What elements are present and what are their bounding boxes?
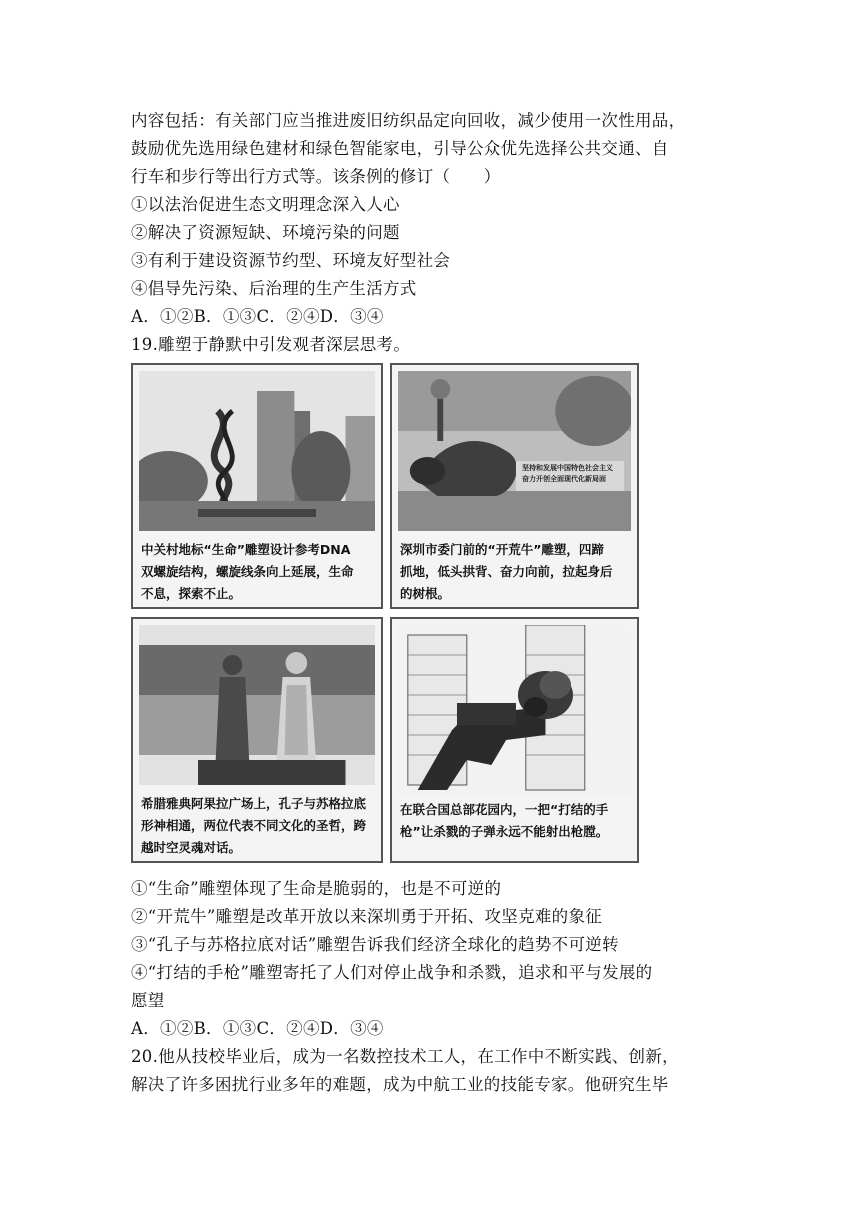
text-line: 内容包括：有关部门应当推进废旧纺织品定向回收，减少使用一次性用品， <box>131 111 686 130</box>
answer-choices: A．①②B．①③C．②④D．③④ <box>131 1019 384 1038</box>
text-line: 鼓励优先选用绿色建材和绿色智能家电，引导公众优先选择公共交通、自 <box>131 139 669 158</box>
caption-line: 希腊雅典阿果拉广场上，孔子与苏格拉底 <box>141 796 367 811</box>
option-1: ①以法治促进生态文明理念深入人心 <box>131 195 400 214</box>
question-18-text <box>131 107 731 359</box>
caption-line: 抓地，低头拱背、奋力向前，拉起身后 <box>400 564 613 579</box>
question-19-stem: 19.雕塑于静默中引发观者深层思考。 <box>131 335 411 354</box>
text-line: 行车和步行等出行方式等。该条例的修订（ ） <box>131 167 501 186</box>
sign-line: 坚持和发展中国特色社会主义 <box>522 464 613 472</box>
life-sculpture-caption <box>141 539 375 605</box>
panel-knotted-gun <box>390 617 639 863</box>
answer-choices: A．①②B．①③C．②④D．③④ <box>131 307 384 326</box>
pioneer-ox-photo <box>398 371 631 531</box>
caption-line: 不息，探索不止。 <box>141 586 242 601</box>
caption-line: 越时空灵魂对话。 <box>141 840 242 855</box>
pioneer-ox-caption <box>400 539 631 605</box>
caption-line: 在联合国总部花园内，一把“打结的手 <box>400 802 609 817</box>
option-2: ②“开荒牛”雕塑是改革开放以来深圳勇于开拓、攻坚克难的象征 <box>131 907 603 926</box>
question-19-options <box>131 875 731 1099</box>
option-4: ④倡导先污染、后治理的生产生活方式 <box>131 279 417 298</box>
panel-life-sculpture <box>131 363 383 609</box>
sculpture-image-grid <box>131 363 639 863</box>
option-3: ③“孔子与苏格拉底对话”雕塑告诉我们经济全球化的趋势不可逆转 <box>131 935 619 954</box>
life-sculpture-photo <box>139 371 375 531</box>
caption-line: 中关村地标“生命”雕塑设计参考DNA <box>141 542 351 557</box>
option-4: ④“打结的手枪”雕塑寄托了人们对停止战争和杀戮，追求和平与发展的 <box>131 963 653 982</box>
option-2: ②解决了资源短缺、环境污染的问题 <box>131 223 400 242</box>
panel-pioneer-ox <box>390 363 639 609</box>
confucius-socrates-photo <box>139 625 375 785</box>
caption-line: 形神相通，两位代表不同文化的圣哲，跨 <box>141 818 367 833</box>
sign-line: 奋力开创全面现代化新局面 <box>522 475 606 483</box>
option-4-continued: 愿望 <box>131 991 165 1010</box>
panel-confucius-socrates <box>131 617 383 863</box>
question-20-stem: 20.他从技校毕业后，成为一名数控技术工人，在工作中不断实践、创新， <box>131 1047 679 1066</box>
caption-line: 深圳市委门前的“开荒牛”雕塑，四蹄 <box>400 542 604 557</box>
caption-line: 枪”让杀戮的子弹永远不能射出枪膛。 <box>400 824 609 839</box>
caption-line: 双螺旋结构，螺旋线条向上延展，生命 <box>141 564 354 579</box>
text-line: 解决了许多困扰行业多年的难题，成为中航工业的技能专家。他研究生毕 <box>131 1075 669 1094</box>
knotted-gun-photo <box>398 625 631 795</box>
option-3: ③有利于建设资源节约型、环境友好型社会 <box>131 251 451 270</box>
caption-line: 的树根。 <box>400 586 451 601</box>
ox-sign-text <box>522 463 630 485</box>
option-1: ①“生命”雕塑体现了生命是脆弱的，也是不可逆的 <box>131 879 502 898</box>
knotted-gun-caption <box>400 799 631 843</box>
confucius-socrates-caption <box>141 793 375 859</box>
